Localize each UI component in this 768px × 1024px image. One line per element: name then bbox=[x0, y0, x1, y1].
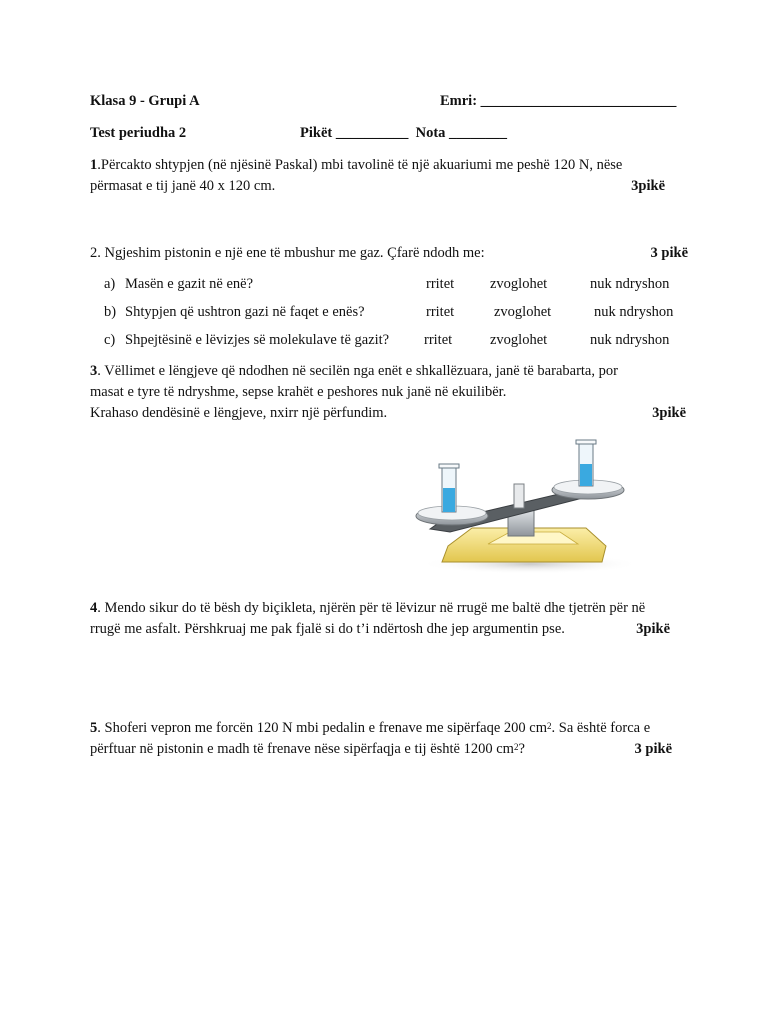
option-row bbox=[104, 332, 694, 360]
choice-decrease[interactable]: zvoglohet bbox=[490, 276, 548, 292]
question-text: ? bbox=[518, 741, 525, 757]
name-label: Emri: bbox=[440, 93, 481, 109]
question-text: përftuar në pistonin e madh të frenave nëse sipërfaqja e tij është 1200 cm bbox=[90, 741, 514, 757]
choice-unchanged[interactable]: nuk ndryshon bbox=[594, 304, 674, 320]
choice-decrease[interactable]: zvoglohet bbox=[490, 332, 548, 348]
question-number: 3 bbox=[90, 363, 98, 379]
question-text: . Mendo sikur do të bësh dy biçikleta, njërën për të lëvizur në rrugë me baltë dhe tjetrën për në bbox=[97, 600, 646, 616]
question-text: 2. Ngjeshim pistonin e një ene të mbushur me gaz. Çfarë ndodh me: bbox=[90, 245, 485, 261]
name-blank: ___________________________ bbox=[480, 93, 677, 109]
choice-unchanged[interactable]: nuk ndryshon bbox=[590, 332, 670, 348]
name-field[interactable] bbox=[440, 93, 676, 110]
points-value: 3 pikë bbox=[634, 741, 672, 757]
question-2-options bbox=[104, 276, 694, 366]
question-number: 4 bbox=[90, 600, 98, 616]
superscript: 2 bbox=[547, 721, 552, 731]
question-text: Krahaso dendësinë e lëngjeve, nxirr një përfundim. bbox=[90, 405, 388, 421]
question-text: .Përcakto shtypjen (në njësinë Paskal) mbi tavolinë të një akuariumi me peshë 120 N, nëse bbox=[97, 157, 623, 173]
question-5 bbox=[90, 718, 680, 760]
choice-increase[interactable]: rritet bbox=[424, 332, 453, 348]
option-text: Masën e gazit në enë? bbox=[125, 276, 254, 292]
question-number: 1 bbox=[90, 157, 98, 173]
option-text: Shtypjen që ushtron gazi në faqet e enës? bbox=[125, 304, 365, 320]
option-label: b) bbox=[104, 304, 117, 320]
question-text: . Shoferi vepron me forcën 120 N mbi pedalin e frenave me sipërfaqe 200 cm bbox=[97, 720, 547, 736]
choice-increase[interactable]: rritet bbox=[426, 276, 455, 292]
points-value: 3pikë bbox=[636, 621, 670, 637]
option-text: Shpejtësinë e lëvizjes së molekulave të gazit? bbox=[125, 332, 390, 348]
question-text: . Sa është forca e bbox=[551, 720, 651, 736]
choice-increase[interactable]: rritet bbox=[426, 304, 455, 320]
grade-blank: ________ bbox=[449, 125, 508, 141]
grade-label: Nota bbox=[415, 125, 450, 141]
choice-decrease[interactable]: zvoglohet bbox=[494, 304, 552, 320]
option-label: a) bbox=[104, 276, 116, 292]
points-value: 3pikë bbox=[652, 405, 686, 421]
question-text: rrugë me asfalt. Përshkruaj me pak fjalë si do t’i ndërtosh dhe jep argumentin pse. bbox=[90, 621, 565, 637]
choice-unchanged[interactable]: nuk ndryshon bbox=[590, 276, 670, 292]
test-period-label: Test periudha 2 bbox=[90, 125, 187, 141]
points-blank: __________ bbox=[335, 125, 409, 141]
question-text: . Vëllimet e lëngjeve që ndodhen në secilën nga enët e shkallëzuara, janë të barabarta, por bbox=[97, 363, 618, 379]
superscript: 2 bbox=[513, 742, 519, 752]
question-3 bbox=[90, 361, 686, 424]
option-row bbox=[104, 276, 694, 304]
question-1 bbox=[90, 155, 680, 197]
class-group-label: Klasa 9 - Grupi A bbox=[90, 93, 200, 109]
question-text: përmasat e tij janë 40 x 120 cm. bbox=[90, 178, 276, 194]
question-4 bbox=[90, 598, 680, 640]
question-text: masat e tyre të ndryshme, sepse krahët e peshores nuk janë në ekuilibër. bbox=[90, 384, 507, 400]
points-value: 3 pikë bbox=[650, 245, 688, 261]
question-number: 5 bbox=[90, 720, 98, 736]
points-value: 3pikë bbox=[631, 178, 665, 194]
option-row bbox=[104, 304, 694, 332]
balance-scale-illustration bbox=[410, 436, 640, 576]
points-label: Pikët bbox=[300, 125, 336, 141]
points-field[interactable] bbox=[300, 125, 507, 142]
option-label: c) bbox=[104, 332, 116, 348]
question-2 bbox=[90, 243, 688, 264]
